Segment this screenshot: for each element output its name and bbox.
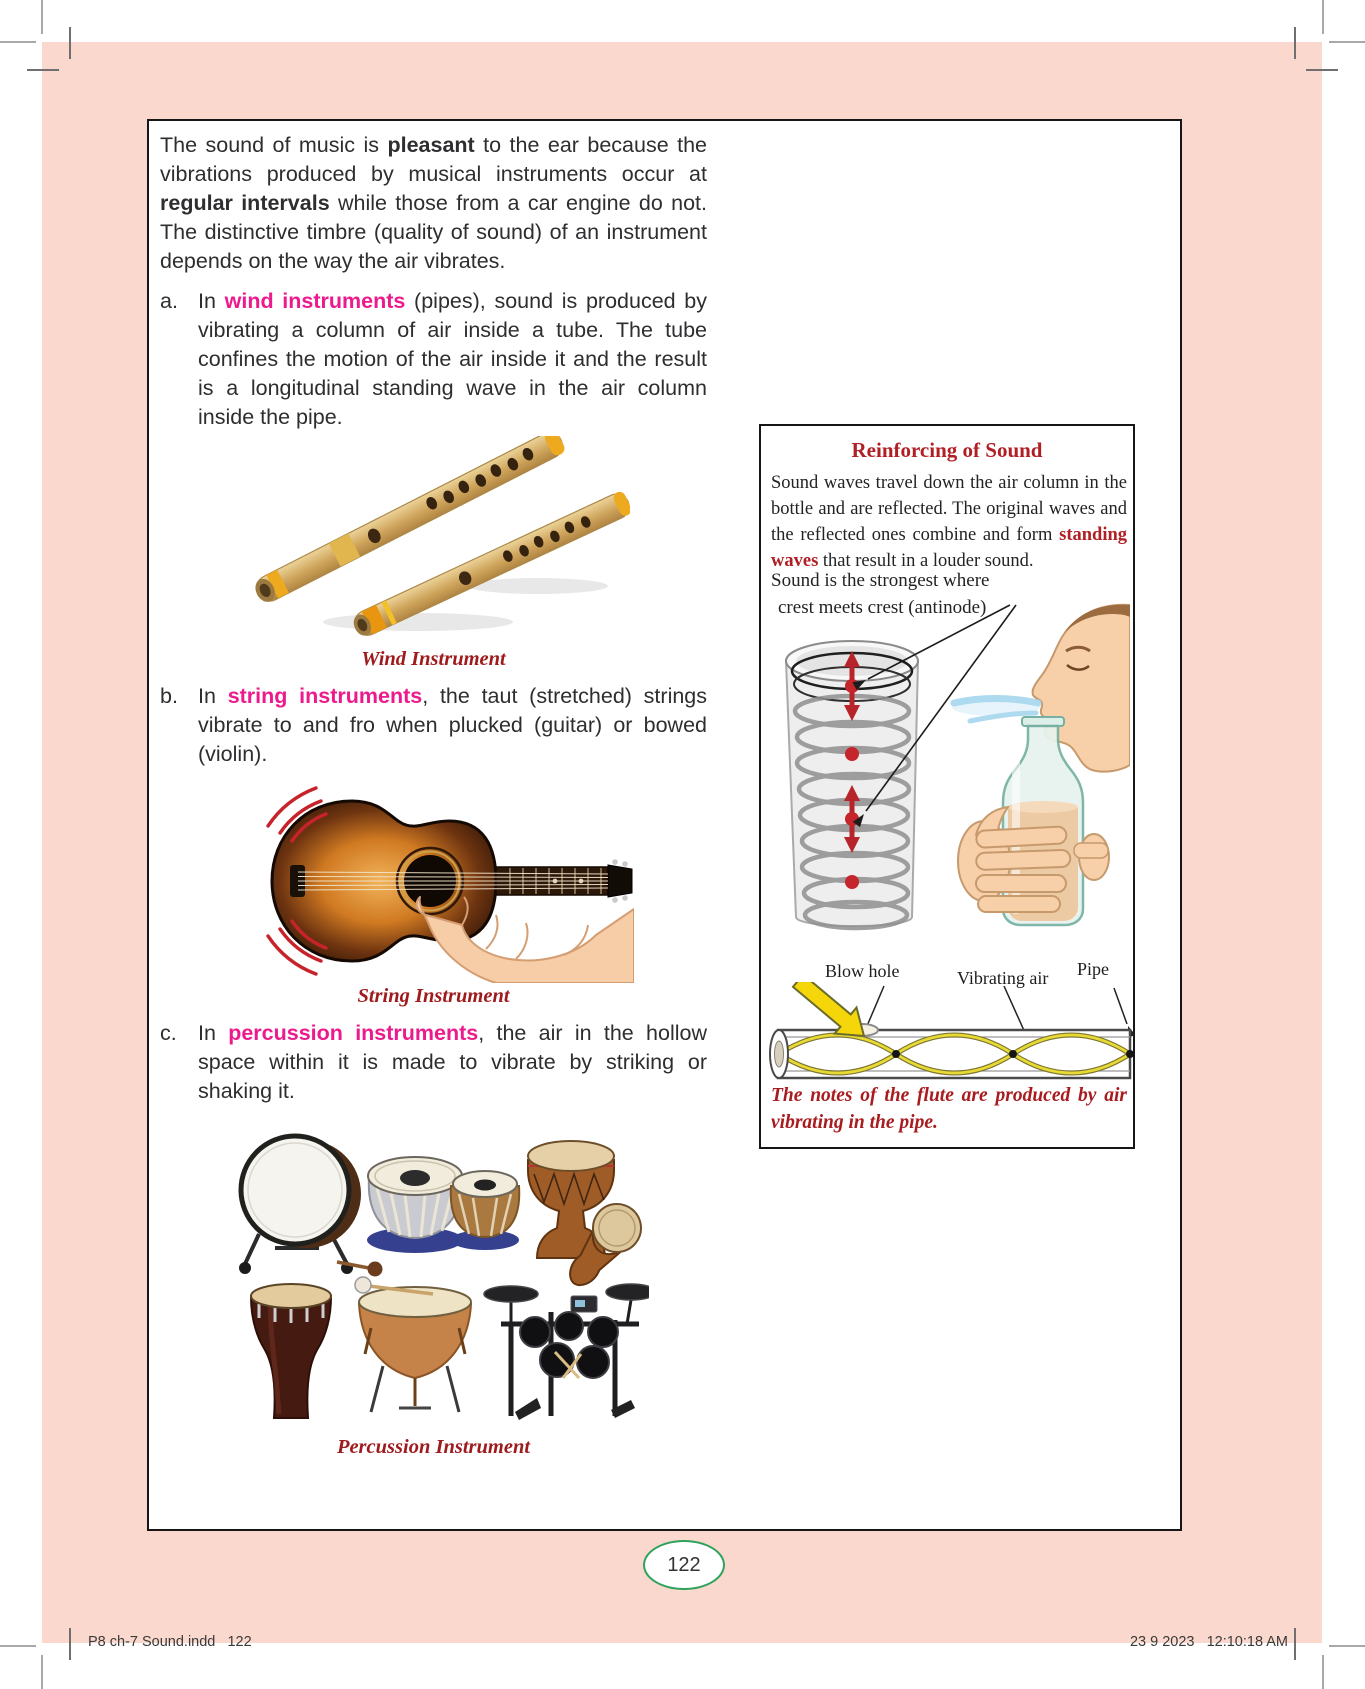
label-blow-hole: Blow hole — [825, 961, 900, 981]
crop-mark — [1329, 41, 1365, 43]
item-text: , the taut (stretched) strings vibrate to and fro when plucked (guitar) or bowed (violin). — [198, 684, 708, 766]
reinforcing-of-sound-box — [759, 424, 1135, 1149]
timpani-drum — [355, 1277, 471, 1412]
crop-mark — [1306, 69, 1338, 71]
box-caption: The notes of the flute are produced by air vibrating in the pipe. — [771, 1085, 1127, 1133]
box-bold-standing-waves: standing waves — [771, 525, 1127, 571]
footer-filename: P8 ch-7 Sound.indd 122 — [88, 1634, 252, 1650]
caption-string-instrument: String Instrument — [357, 985, 510, 1007]
list-marker: a. — [160, 289, 178, 313]
flute-pipe-diagram — [766, 982, 1134, 1094]
intro-text: The sound of music is — [160, 133, 388, 157]
footer-timestamp: 23 9 2023 12:10:18 AM — [1129, 1634, 1288, 1650]
list-item-text — [198, 287, 707, 432]
intro-text: to the ear because the vibrations produced by musical instruments occur at — [160, 133, 707, 186]
crop-mark — [0, 41, 36, 43]
crop-mark — [41, 1655, 43, 1689]
crop-mark — [69, 27, 71, 59]
item-text: In — [198, 1021, 229, 1045]
list-marker: c. — [160, 1021, 177, 1045]
term-percussion-instruments: percussion instruments — [228, 1021, 479, 1045]
standing-wave-bottle-illustration — [770, 599, 1130, 934]
term-string-instruments: string instruments — [227, 684, 423, 708]
label-pipe: Pipe — [1077, 959, 1110, 979]
electronic-drum-kit — [484, 1284, 649, 1420]
page-number: 122 — [667, 1553, 701, 1576]
crop-mark — [1294, 1628, 1296, 1660]
wind-instrument-illustration — [238, 436, 630, 646]
annotation-line: crest meets crest (antinode) — [778, 597, 987, 618]
caption-percussion-instrument: Percussion Instrument — [336, 1436, 531, 1458]
list-item-wind — [160, 287, 707, 432]
tabla-drums — [367, 1157, 519, 1253]
string-instrument-illustration — [234, 773, 634, 983]
list-item-text — [198, 682, 707, 769]
list-item-percussion — [160, 1019, 707, 1106]
list-marker: b. — [160, 684, 178, 708]
main-text-column — [160, 123, 707, 1459]
item-text: , the air in the hollow space within it is made to vibrate by striking or shaking it. — [198, 1021, 707, 1103]
item-text: (pipes), sound is produced by vibrating a column of air inside a tube. The tube confines the motion of the air inside it and the result is a longitudinal standing wave in the air column inside the pipe. — [198, 289, 708, 429]
list-item-string — [160, 682, 707, 769]
box-text: that result in a louder sound. — [818, 551, 1034, 571]
intro-text: while those from a car engine do not. The distinctive timbre (quality of sound) of an instrument depends on the way the air vibrates. — [160, 191, 708, 273]
intro-bold-regular-intervals: regular intervals — [160, 191, 330, 215]
intro-paragraph — [160, 131, 707, 276]
annotation-line: Sound is the strongest where — [771, 570, 990, 591]
crop-mark — [69, 1628, 71, 1660]
crop-mark — [0, 1645, 36, 1647]
crop-mark — [41, 0, 43, 34]
caption-wind-instrument: Wind Instrument — [361, 648, 506, 670]
air-column-coil — [786, 641, 918, 928]
content-box — [147, 119, 1182, 1531]
box-text: Sound waves travel down the air column in the bottle and are reflected. The original waves and the reflected ones combine and form — [771, 473, 1127, 545]
box-title: Reinforcing of Sound — [851, 438, 1043, 462]
djembe-drums — [528, 1141, 649, 1298]
label-vibrating-air: Vibrating air — [957, 968, 1049, 988]
page-number-badge — [643, 1540, 725, 1590]
item-text: In — [198, 684, 228, 708]
crop-mark — [1322, 0, 1324, 34]
crop-mark — [27, 69, 59, 71]
item-text: In — [198, 289, 225, 313]
crop-mark — [1322, 1655, 1324, 1689]
intro-bold-pleasant: pleasant — [387, 133, 475, 157]
term-wind-instruments: wind instruments — [224, 289, 406, 313]
crop-mark — [1294, 27, 1296, 59]
percussion-instruments-illustration — [219, 1116, 649, 1434]
crop-mark — [1329, 1645, 1365, 1647]
bass-drum — [239, 1136, 383, 1277]
list-item-text — [198, 1019, 707, 1106]
conga-drum — [251, 1284, 331, 1418]
box-body-text — [771, 470, 1127, 574]
